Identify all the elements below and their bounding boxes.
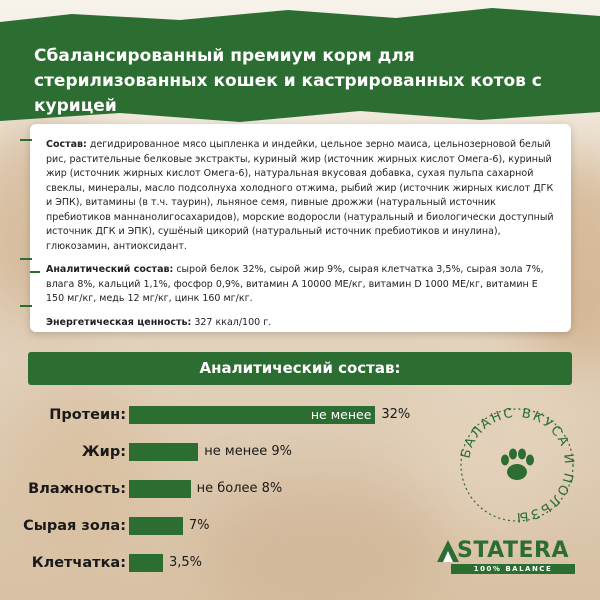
ingredients-label: Состав: [46,139,87,150]
chart-value-label: 7% [188,518,210,533]
chart-bar [129,517,183,535]
card-accent-dash [20,139,32,141]
section-title: Аналитический состав: [199,359,401,377]
chart-value-label: 32% [381,407,411,422]
analytical-label: Аналитический состав: [46,264,174,275]
chart-bar [129,554,163,572]
badge-text: БАЛАНС ВКУСА И ПОЛЬЗЫ [458,405,577,525]
chart-category-label: Клетчатка: [31,555,126,571]
energy-text: 327 ккал/100 г. [194,316,272,328]
page-title: Сбалансированный премиум корм для стерилизованных кошек и кастрированных котов с курицей [34,46,542,116]
card-accent-dash [20,305,32,307]
section-header [28,352,572,385]
composition-card [30,124,571,332]
chart-qualifier-label: не менее [310,407,372,422]
analytical-text: сырой белок 32%, сырой жир 9%, сырая клетчатка 3,5%, сырая зола 7%, влага 8%, кальций 1,1%, фосфор 0,9%, витамин А 10000 МЕ/кг, витамин D 1000 МЕ/кг, витамин Е 150 мг/кг, медь 12 мг/кг, цинк 160 мг/кг. [46,264,544,304]
chart-category-label: Протеин: [49,407,126,423]
chart-category-label: Жир: [81,444,126,460]
analytical-paragraph [46,263,555,307]
chart-category-label: Сырая зола: [23,518,126,534]
logo-name: STATERA [457,538,569,563]
statera-logo [437,538,575,578]
chart-bar [129,406,375,424]
chart-category-label: Влажность: [28,481,126,497]
logo-mark-icon [437,540,459,562]
ingredients-text: дегидрированное мясо цыпленка и индейки, цельное зерно маиса, цельнозерновой белый рис, растительные белковые экстракты, куриный жир (источник жирных кислот Омега-6), куриный жир (источник жирных кислот Омега-6), натуральная вкусовая добавка, сухая пульпа сахарной свеклы, минералы, масло подсолнуха холодного отжима, рыбий жир (источник жирных кислот ДГК и ЭПК), витамины (в т.ч. таурин), льняное семя, пивные дрожжи (натуральный источник пребиотиков маннанолигосахаридов), морские водоросли (натуральный и биологически доступный источник ДГК и ЭПК), сушёный цикорий (натуральный источник пребиотиков и инулина), глюкозамин, антиоксидант. [46,139,554,252]
chart-bar [129,443,198,461]
chart-bar [129,480,191,498]
balance-badge-icon [457,405,577,525]
paw-icon [501,449,534,481]
chart-value-label: не менее 9% [204,444,292,459]
chart-value-label: 3,5% [169,555,203,570]
chart-value-label: не более 8% [196,481,283,496]
energy-paragraph [46,316,555,331]
card-accent-dash [30,271,40,273]
energy-label: Энергетическая ценность: [46,316,192,328]
logo-tagline: 100% BALANCE [451,564,575,574]
ingredients-paragraph [46,138,555,254]
card-accent-dash [20,258,32,260]
